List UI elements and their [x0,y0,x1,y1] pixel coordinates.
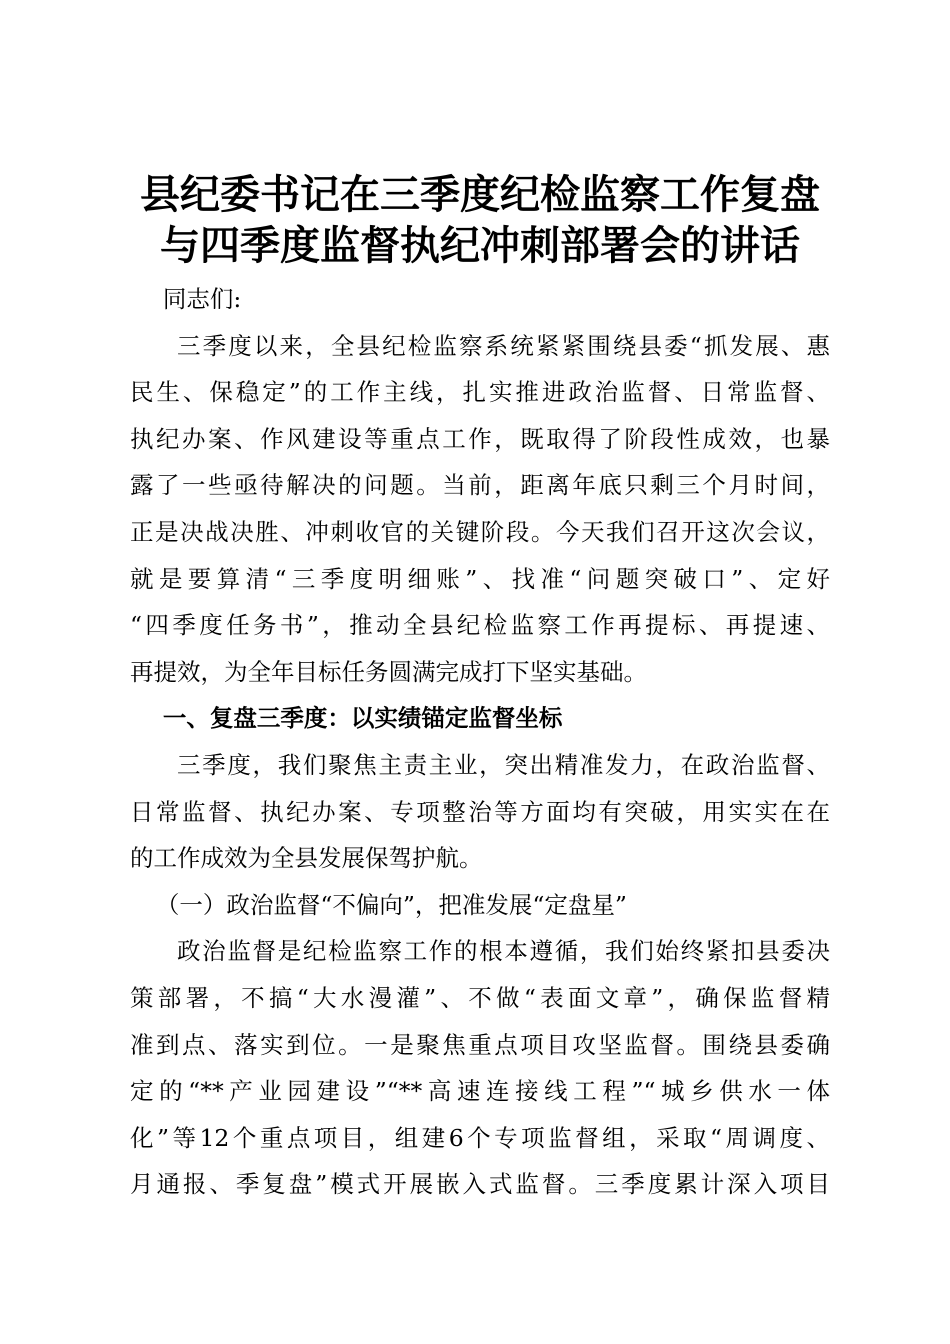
document-title-line-1: 县纪委书记在三季度纪检监察工作复盘 [140,172,820,218]
salutation: 同志们: [162,285,242,313]
text-line: 定的“**产业园建设”“**高速连接线工程”“城乡供水一体 [130,1077,830,1106]
text-line: 月通报、季复盘”模式开展嵌入式监督。三季度累计深入项目 [130,1170,830,1199]
section-heading: 一、复盘三季度：以实绩锚定监督坐标 [162,704,563,733]
subsection-paragraph [130,928,830,1208]
document-body [130,276,830,1208]
text-line: 民生、保稳定”的工作主线，扎实推进政治监督、日常监督、 [130,378,830,407]
text-line: 再提效，为全年目标任务圆满完成打下坚实基础。 [130,657,647,686]
document-title-line-2: 与四季度监督执纪冲刺部署会的讲话 [160,223,800,269]
text-line: 日常监督、执纪办案、专项整治等方面均有突破，用实实在在 [130,797,830,826]
text-line: 执纪办案、作风建设等重点工作，既取得了阶段性成效，也暴 [130,424,830,453]
text-line: 露了一些亟待解决的问题。当前，距离年底只剩三个月时间， [130,471,830,500]
text-line: 策部署，不搞“大水漫灌”、不做“表面文章”，确保监督精 [130,983,830,1012]
text-line: 的工作成效为全县发展保驾护航。 [130,844,483,873]
text-line: 政治监督是纪检监察工作的根本遵循，我们始终紧扣县委决 [177,937,830,966]
intro-paragraph [130,323,830,696]
text-line: 三季度，我们聚焦主责主业，突出精准发力，在政治监督、 [177,750,830,779]
text-line: 准到点、落实到位。一是聚焦重点项目攻坚监督。围绕县委确 [130,1030,830,1059]
text-line: 就是要算清“三季度明细账”、找准“问题突破口”、定好 [130,564,830,593]
text-line: 化”等12个重点项目，组建6个专项监督组，采取“周调度、 [130,1123,830,1152]
text-line: “四季度任务书”，推动全县纪检监察工作再提标、再提速、 [130,611,830,640]
subsection-heading: （一）政治监督“不偏向”，把准发展“定盘星” [155,890,627,919]
text-line: 三季度以来，全县纪检监察系统紧紧围绕县委“抓发展、惠 [177,331,830,360]
section-paragraph [130,742,830,882]
text-line: 正是决战决胜、冲刺收官的关键阶段。今天我们召开这次会议， [130,517,830,546]
